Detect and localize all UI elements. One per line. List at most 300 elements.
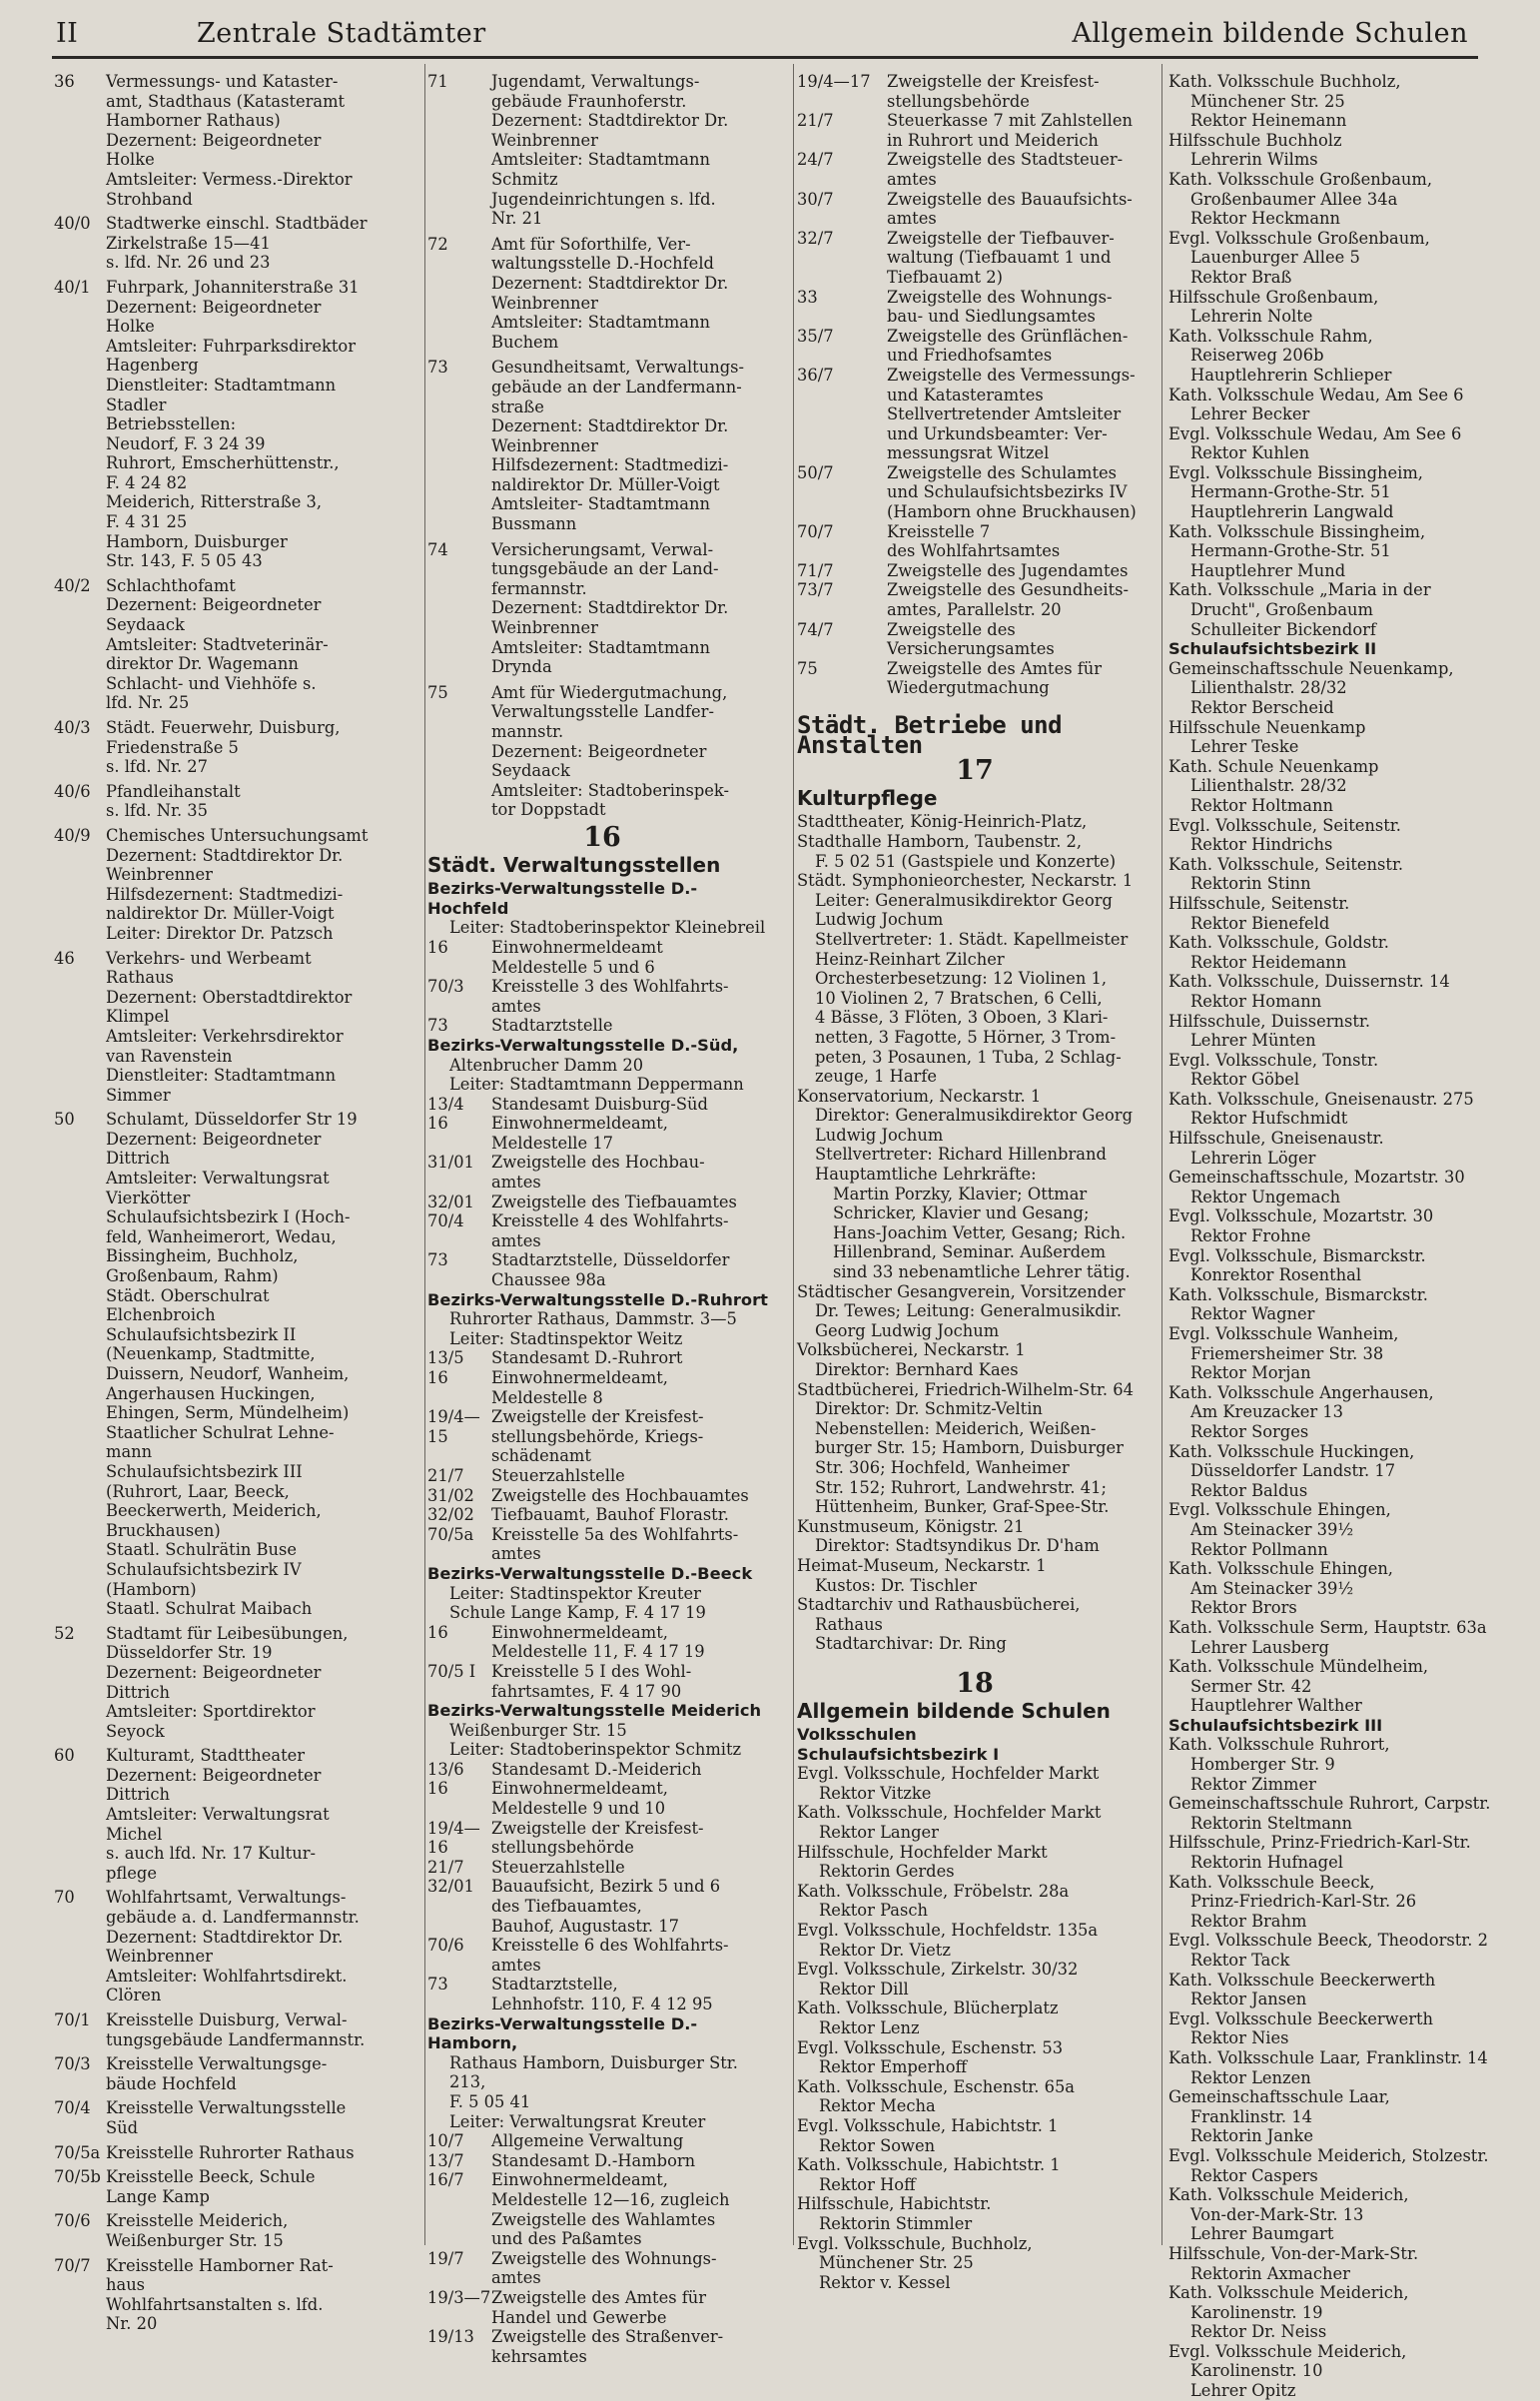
bezirk-info: Rathaus Hamborn, Duisburger Str. 213,	[449, 2052, 738, 2092]
entry-text	[491, 1095, 777, 1115]
entry-text	[491, 1505, 777, 1525]
text-line: Leiter: Direktor Dr. Patzsch	[106, 923, 334, 943]
school-line: Rektor Emperhoff	[819, 2057, 968, 2077]
school-line: Kath. Volksschule, Seitenstr.	[1168, 854, 1404, 874]
text-line: Dezernent: Beigeordneter	[106, 1662, 322, 1682]
text-line: Amtsleiter: Vermess.-Direktor	[106, 169, 353, 189]
school-line: Kath. Volksschule Angerhausen,	[1168, 1382, 1434, 1402]
text-line: Amtsleiter: Stadtamtmann	[491, 637, 710, 657]
text-line: Zweigstelle des Bauaufsichts-	[887, 189, 1133, 209]
entry-number: 16	[427, 1368, 448, 1387]
school-line: Rektor Morjan	[1190, 1363, 1311, 1383]
school-line: Schulleiter Bickendorf	[1190, 619, 1376, 639]
kultur-line: sind 33 nebenamtliche Lehrer tätig.	[833, 1262, 1131, 1282]
entry-text	[106, 2167, 413, 2206]
column-3	[797, 72, 1153, 2292]
kultur-line: Heinz-Reinhart Zilcher	[815, 949, 1005, 969]
school-line: Hilfsschule, Gneisenaustr.	[1168, 1129, 1384, 1149]
directory-entry	[54, 718, 413, 777]
text-line: Klimpel	[106, 1007, 170, 1027]
school-line: Rektor Holtmann	[1190, 795, 1333, 815]
text-line: van Ravenstein	[106, 1046, 233, 1066]
entry-text	[491, 1250, 777, 1289]
entry-number: 70/5a	[54, 2142, 101, 2162]
school-line: Kath. Volksschule Mündelheim,	[1168, 1657, 1429, 1677]
kultur-line: Konservatorium, Neckarstr. 1	[797, 1086, 1042, 1106]
kultur-line: netten, 3 Fagotte, 5 Hörner, 3 Trom-	[815, 1027, 1117, 1047]
school-line: Am Steinacker 39½	[1190, 1578, 1354, 1598]
text-line: Kreisstelle Verwaltungsstelle	[106, 2098, 347, 2118]
text-line: mannstr.	[491, 722, 564, 741]
text-line: Meldestelle 5 und 6	[491, 957, 655, 977]
entry-text	[491, 540, 777, 677]
school-line: Kath. Volksschule Großenbaum,	[1168, 169, 1433, 189]
text-line: Amt für Wiedergutmachung,	[491, 682, 728, 702]
school-line: Evgl. Volksschule Beeckerwerth	[1168, 2008, 1434, 2028]
school-line: Rektor v. Kessel	[819, 2272, 951, 2292]
text-line: Zweigstelle des Schulamtes	[887, 462, 1117, 482]
school-line: Lehrer Baumgart	[1190, 2224, 1334, 2244]
text-line: Schulamt, Düsseldorfer Str 19	[106, 1110, 358, 1130]
directory-entry	[797, 522, 1153, 561]
school-line: Rektor Sorges	[1190, 1421, 1309, 1441]
text-line: Dienstleiter: Stadtamtmann	[106, 1066, 337, 1086]
school-line: Rektor Hindrichs	[1190, 835, 1333, 855]
text-line: Meldestelle 12—16, zugleich	[491, 2189, 730, 2209]
school-line: Rektor Dill	[819, 1979, 909, 1999]
school-line: Rektorin Axmacher	[1190, 2263, 1350, 2283]
text-line: tungsgebäude Landfermannstr.	[106, 2029, 366, 2049]
entry-text	[887, 522, 1153, 561]
entry-number: 70/4	[54, 2098, 91, 2118]
kultur-line: burger Str. 15; Hamborn, Duisburger	[815, 1438, 1124, 1458]
entry-text	[491, 2327, 777, 2366]
entry-text	[106, 2098, 413, 2137]
kultur-line: Direktor: Generalmusikdirektor Georg	[815, 1106, 1134, 1126]
bezirk-heading: Bezirks-Verwaltungsstelle D.-Hamborn,	[427, 2013, 698, 2053]
school-line: Rektor Homann	[1190, 991, 1322, 1011]
text-line: Stadtamt für Leibesübungen,	[106, 1623, 349, 1643]
text-line: Zweigstelle der Kreisfest-	[491, 1818, 704, 1838]
entry-text	[887, 659, 1153, 698]
school-line: Karolinenstr. 10	[1190, 2361, 1323, 2381]
page-header	[52, 14, 1478, 59]
entry-number: 40/1	[54, 277, 91, 297]
text-line: und Schulaufsichtsbezirks IV	[887, 482, 1128, 502]
school-line: Lehrer Teske	[1190, 737, 1299, 757]
text-line: Wohlfahrtsamt, Verwaltungs-	[106, 1888, 347, 1908]
school-line: Konrektor Rosenthal	[1190, 1265, 1362, 1285]
entry-number: 70	[54, 1888, 75, 1908]
text-line: Dezernent: Beigeordneter	[106, 297, 322, 317]
school-line: Kath. Volksschule Meiderich,	[1168, 2283, 1409, 2303]
text-line: Zweigstelle des Wohnungs-	[887, 287, 1113, 307]
directory-entry	[427, 1250, 777, 1289]
text-line: amtes	[887, 169, 937, 189]
entry-text	[106, 826, 413, 944]
directory-entry	[54, 278, 413, 571]
school-line: Rektor Lenzen	[1190, 2067, 1311, 2087]
entry-number: 21/7	[797, 111, 834, 131]
directory-entry	[797, 327, 1153, 366]
entry-text	[106, 949, 413, 1106]
school-district-heading: Schulaufsichtsbezirk II	[1168, 639, 1377, 659]
text-line: amtes	[491, 2268, 541, 2288]
kultur-line: Nebenstellen: Meiderich, Weißen-	[815, 1418, 1097, 1438]
school-line: Evgl. Volksschule Wanheim,	[1168, 1324, 1399, 1343]
text-line: tungsgebäude an der Land-	[491, 559, 719, 579]
text-line: Tiefbauamt, Bauhof Florastr.	[491, 1505, 729, 1525]
directory-entry	[54, 72, 413, 209]
directory-entry	[427, 1505, 777, 1525]
directory-entry	[427, 235, 777, 353]
directory-entry	[427, 1936, 777, 1975]
school-line: Rektor Berscheid	[1190, 698, 1334, 717]
entry-number: 46	[54, 948, 75, 968]
school-line: Rektor Zimmer	[1190, 1774, 1316, 1794]
entry-number: 13/4	[427, 1094, 464, 1114]
directory-entry	[427, 683, 777, 820]
text-line: feld, Wanheimerort, Wedau,	[106, 1226, 337, 1246]
text-line: Dezernent: Beigeordneter	[106, 595, 322, 615]
school-line: Rektorin Steltmann	[1190, 1813, 1352, 1833]
school-line: Hilfsschule Neuenkamp	[1168, 717, 1366, 737]
directory-entry	[427, 977, 777, 1016]
kultur-line: peten, 3 Posaunen, 1 Tuba, 2 Schlag-	[815, 1047, 1122, 1067]
kultur-line: Str. 306; Hochfeld, Wanheimer	[815, 1457, 1070, 1477]
text-line: Dienstleiter: Stadtamtmann	[106, 375, 337, 395]
text-line: amt, Stadthaus (Katasteramt	[106, 91, 346, 111]
entry-text	[491, 1525, 777, 1564]
text-line: Schlachthofamt	[106, 575, 236, 595]
kultur-line: F. 5 02 51 (Gastspiele und Konzerte)	[815, 851, 1117, 871]
school-line: Kath. Volksschule, Blücherplatz	[797, 1999, 1059, 2018]
entry-text	[887, 366, 1153, 463]
directory-entry	[427, 1211, 777, 1250]
entry-text	[106, 2143, 413, 2163]
text-line: mann	[106, 1442, 153, 1462]
school-line: Rektor Tack	[1190, 1951, 1290, 1970]
text-line: Kreisstelle Hamborner Rat-	[106, 2255, 334, 2275]
school-line: Hilfsschule, Habichtstr.	[797, 2194, 992, 2214]
directory-entry	[54, 949, 413, 1106]
text-line: Nr. 21	[491, 209, 543, 229]
text-line: Standesamt D.-Ruhrort	[491, 1348, 683, 1368]
entry-number: 10/7	[427, 2131, 464, 2151]
text-line: Hagenberg	[106, 356, 199, 376]
text-line: Städt. Feuerwehr, Duisburg,	[106, 718, 341, 737]
text-line: Dezernent: Stadtdirektor Dr.	[106, 845, 344, 865]
entry-number: 36	[54, 72, 75, 91]
text-line: Bussmann	[491, 514, 577, 534]
school-line: Kath. Volksschule, Habichtstr. 1	[797, 2155, 1061, 2175]
entry-text	[491, 72, 777, 229]
school-line: Kath. Volksschule Bissingheim,	[1168, 521, 1426, 541]
text-line: Zweigstelle des Wohnungs-	[491, 2248, 717, 2268]
school-line: Rektor Sowen	[819, 2135, 936, 2155]
text-line: naldirektor Dr. Müller-Voigt	[491, 474, 720, 494]
text-line: Betriebsstellen:	[106, 414, 237, 434]
entry-number: 19/4—15	[427, 1407, 480, 1446]
bezirk-info: Weißenburger Str. 15	[449, 1720, 627, 1740]
school-district-heading: Schulaufsichtsbezirk I	[797, 1744, 1000, 1764]
school-line: Kath. Volksschule Meiderich,	[1168, 2185, 1409, 2205]
text-line: Kreisstelle 3 des Wohlfahrts-	[491, 977, 729, 997]
text-line: (Hamborn)	[106, 1579, 197, 1599]
school-line: Lilienthalstr. 28/32	[1190, 776, 1347, 796]
school-line: Kath. Volksschule Beeck,	[1168, 1872, 1375, 1892]
entry-text	[491, 358, 777, 533]
school-line: Lauenburger Allee 5	[1190, 248, 1360, 268]
text-line: Meldestelle 17	[491, 1133, 614, 1153]
text-line: Handel und Gewerbe	[491, 2307, 667, 2327]
column-divider	[1161, 64, 1162, 2245]
text-line: (Ruhrort, Laar, Beeck,	[106, 1481, 290, 1501]
text-line: Kreisstelle 5a des Wohlfahrts-	[491, 1524, 739, 1544]
kultur-line: zeuge, 1 Harfe	[815, 1067, 937, 1087]
entry-text	[106, 278, 413, 571]
school-line: Rektor Vitzke	[819, 1783, 932, 1803]
entry-number: 36/7	[797, 365, 834, 385]
school-line: Rektor Wagner	[1190, 1304, 1315, 1324]
entry-text	[887, 229, 1153, 288]
school-line: Rektor Caspers	[1190, 2165, 1318, 2185]
school-line: Rektor Frohne	[1190, 1226, 1311, 1246]
text-line: Bruckhausen)	[106, 1520, 221, 1540]
text-line: Steuerzahlstelle	[491, 1465, 625, 1485]
school-line: Hauptlehrer Walther	[1190, 1696, 1362, 1716]
text-line: Elchenbroich	[106, 1305, 216, 1325]
directory-entry	[54, 576, 413, 713]
directory-entry	[427, 1877, 777, 1936]
school-line: Evgl. Volksschule Wedau, Am See 6	[1168, 423, 1462, 443]
text-line: und Urkundsbeamter: Ver-	[887, 423, 1108, 443]
kultur-line: Heimat-Museum, Neckarstr. 1	[797, 1555, 1047, 1575]
entry-number: 32/02	[427, 1505, 474, 1525]
bezirk-info: Altenbrucher Damm 20	[449, 1055, 644, 1075]
section-16-number: 16	[583, 821, 621, 853]
text-line: Jugendamt, Verwaltungs-	[491, 72, 700, 91]
text-line: amtes	[491, 1544, 541, 1564]
school-line: Kath. Volksschule Rahm,	[1168, 326, 1373, 346]
school-line: Hilfsschule, Prinz-Friedrich-Karl-Str.	[1168, 1833, 1471, 1853]
text-line: Zweigstelle des Gesundheits-	[887, 580, 1129, 600]
text-line: Düsseldorfer Str. 19	[106, 1643, 273, 1663]
kultur-line: Direktor: Dr. Schmitz-Veltin	[815, 1399, 1043, 1419]
text-line: Einwohnermeldeamt,	[491, 1622, 668, 1642]
directory-entry	[427, 1486, 777, 1506]
directory-entry	[427, 1153, 777, 1192]
text-line: lfd. Nr. 25	[106, 693, 190, 713]
directory-entry	[427, 540, 777, 677]
entry-number: 72	[427, 234, 448, 254]
bezirk-info: F. 5 05 41	[449, 2091, 531, 2111]
school-line: Evgl. Volksschule Meiderich,	[1168, 2341, 1407, 2361]
kultur-line: Hans-Joachim Vetter, Gesang; Rich.	[833, 1222, 1127, 1242]
text-line: Schulaufsichtsbezirk II	[106, 1324, 297, 1344]
text-line: Zweigstelle des Vermessungs-	[887, 365, 1136, 385]
text-line: bau- und Siedlungsamtes	[887, 307, 1096, 327]
school-line: Rektor Dr. Vietz	[819, 1940, 951, 1960]
entry-text	[491, 1623, 777, 1662]
entry-number: 21/7	[427, 1465, 464, 1485]
entry-text	[491, 1858, 777, 1878]
school-line: Evgl. Volksschule, Tonstr.	[1168, 1050, 1379, 1070]
entry-number: 70/3	[54, 2054, 91, 2074]
text-line: Wohlfahrtsanstalten s. lfd.	[106, 2294, 324, 2314]
text-line: Meldestelle 9 und 10	[491, 1799, 666, 1819]
text-line: gebäude Fraunhoferstr.	[491, 91, 687, 111]
text-line: naldirektor Dr. Müller-Voigt	[106, 904, 335, 924]
entry-number: 13/6	[427, 1759, 464, 1779]
running-title-left: Zentrale Stadtämter	[197, 18, 486, 49]
entry-number: 19/7	[427, 2248, 464, 2268]
directory-entry	[54, 1746, 413, 1883]
text-line: Amtsleiter: Fuhrparksdirektor	[106, 336, 356, 356]
school-line: Rektor Heckmann	[1190, 209, 1340, 229]
entry-text	[106, 214, 413, 273]
directory-entry	[54, 2211, 413, 2250]
text-line: Einwohnermeldeamt	[491, 937, 663, 957]
text-line: s. auch lfd. Nr. 17 Kultur-	[106, 1844, 316, 1864]
text-line: Amtsleiter: Wohlfahrtsdirekt.	[106, 1966, 348, 1986]
entry-number: 16	[427, 1622, 448, 1642]
kultur-line: Städt. Symphonieorchester, Neckarstr. 1	[797, 871, 1134, 891]
school-line: Gemeinschaftsschule Neuenkamp,	[1168, 658, 1454, 678]
entry-text	[491, 235, 777, 353]
directory-entry	[427, 2327, 777, 2366]
kultur-line: Ludwig Jochum	[815, 1125, 944, 1145]
text-line: Bauhof, Augustastr. 17	[491, 1916, 679, 1936]
entry-text	[491, 1368, 777, 1407]
directory-entry	[797, 366, 1153, 463]
entry-number: 40/0	[54, 214, 91, 234]
directory-entry	[427, 2170, 777, 2248]
directory-entry	[54, 1110, 413, 1618]
school-line: Rektor Brors	[1190, 1598, 1297, 1618]
school-line: Kath. Volksschule Ehingen,	[1168, 1559, 1393, 1579]
text-line: Lange Kamp	[106, 2186, 210, 2206]
bezirk-heading: Bezirks-Verwaltungsstelle D.-Beeck	[427, 1563, 753, 1583]
column-1-entries	[54, 72, 413, 2334]
school-line: Rektor Ungemach	[1190, 1187, 1341, 1206]
school-line: Rektor Braß	[1190, 267, 1292, 287]
kultur-line: Städtischer Gesangverein, Vorsitzender	[797, 1281, 1126, 1301]
directory-entry	[797, 288, 1153, 327]
text-line: s. lfd. Nr. 26 und 23	[106, 253, 271, 273]
school-line: Kath. Schule Neuenkamp	[1168, 756, 1379, 776]
school-line: Von-der-Mark-Str. 13	[1190, 2204, 1364, 2224]
entry-number: 74	[427, 539, 448, 559]
school-line: Kath. Volksschule, Eschenstr. 65a	[797, 2076, 1076, 2096]
text-line: Zweigstelle der Kreisfest-	[887, 72, 1100, 91]
entry-text	[491, 1779, 777, 1818]
entry-number: 74/7	[797, 619, 834, 639]
directory-entry	[427, 1466, 777, 1486]
kultur-line: Stadtbücherei, Friedrich-Wilhelm-Str. 64	[797, 1379, 1134, 1399]
text-line: Meiderich, Ritterstraße 3,	[106, 492, 323, 512]
text-line: Allgemeine Verwaltung	[491, 2131, 684, 2151]
entry-text	[106, 2211, 413, 2250]
school-line: Rektor Baldus	[1190, 1480, 1308, 1500]
text-line: Zweigstelle des Hochbau-	[491, 1153, 705, 1173]
directory-entry	[797, 580, 1153, 619]
school-line: Rektor Hufschmidt	[1190, 1109, 1348, 1129]
kultur-line: Stadttheater, König-Heinrich-Platz,	[797, 812, 1088, 832]
text-line: haus	[106, 2275, 146, 2295]
text-line: Amtsleiter: Verkehrsdirektor	[106, 1026, 344, 1046]
school-line: Evgl. Volksschule, Eschenstr. 53	[797, 2037, 1064, 2057]
entry-text	[491, 1819, 777, 1858]
text-line: Schulaufsichtsbezirk IV	[106, 1559, 302, 1579]
school-line: Evgl. Volksschule Meiderich, Stolzestr.	[1168, 2145, 1489, 2165]
school-line: Hauptlehrer Mund	[1190, 560, 1346, 580]
directory-entry	[427, 1114, 777, 1153]
directory-entry	[427, 1368, 777, 1407]
text-line: in Ruhrort und Meiderich	[887, 130, 1099, 150]
entry-number: 32/01	[427, 1192, 474, 1211]
text-line: Meldestelle 8	[491, 1387, 603, 1407]
school-district-heading: Volksschulen	[797, 1725, 917, 1745]
entry-number: 70/5 I	[427, 1661, 476, 1681]
text-line: Fuhrpark, Johanniterstraße 31	[106, 277, 360, 297]
school-line: Kath. Volksschule Serm, Hauptstr. 63a	[1168, 1617, 1487, 1637]
text-line: Angerhausen Huckingen,	[106, 1383, 316, 1403]
school-district-heading: Schulaufsichtsbezirk III	[1168, 1715, 1383, 1735]
kultur-line: Hillenbrand, Seminar. Außerdem	[833, 1242, 1107, 1262]
text-line: Staatl. Schulrat Maibach	[106, 1599, 313, 1619]
directory-entry	[54, 2167, 413, 2206]
school-line: Evgl. Volksschule, Seitenstr.	[1168, 815, 1401, 835]
text-line: Hamborner Rathaus)	[106, 111, 281, 131]
text-line: Weinbrenner	[491, 435, 598, 455]
entry-number: 16/7	[427, 2170, 464, 2190]
school-line: Homberger Str. 9	[1190, 1755, 1335, 1775]
text-line: Zweigstelle des Grünflächen-	[887, 326, 1129, 346]
entry-text	[106, 2010, 413, 2049]
column-3-zweigstellen	[797, 72, 1153, 698]
text-line: Holke	[106, 317, 155, 337]
text-line: und Friedhofsamtes	[887, 346, 1053, 366]
text-line: Stellvertretender Amtsleiter	[887, 404, 1122, 424]
text-line: kehrsamtes	[491, 2346, 587, 2366]
entry-number: 73/7	[797, 580, 834, 600]
school-line: Rektor Pasch	[819, 1901, 928, 1921]
directory-entry	[427, 358, 777, 533]
text-line: stellungsbehörde	[491, 1838, 634, 1858]
text-line: Einwohnermeldeamt,	[491, 1779, 668, 1799]
directory-entry	[427, 1975, 777, 2013]
school-line: Evgl. Volksschule, Hochfelder Markt	[797, 1764, 1100, 1784]
school-line: Rektor Heidemann	[1190, 952, 1347, 972]
entry-number: 19/4—17	[797, 72, 871, 91]
entry-text	[491, 1211, 777, 1250]
school-line: Karolinenstr. 19	[1190, 2302, 1323, 2322]
text-line: fermannstr.	[491, 578, 587, 598]
entry-number: 70/1	[54, 2010, 91, 2029]
text-line: amtes, Parallelstr. 20	[887, 600, 1062, 620]
entry-number: 70/5b	[54, 2167, 101, 2187]
text-line: Amtsleiter- Stadtamtmann	[491, 494, 710, 514]
kultur-line: Leiter: Generalmusikdirektor Georg	[815, 890, 1113, 910]
directory-entry	[797, 463, 1153, 522]
entry-text	[491, 1936, 777, 1975]
kultur-line: Stadthalle Hamborn, Taubenstr. 2,	[797, 831, 1083, 851]
entry-text	[491, 938, 777, 977]
entry-text	[887, 327, 1153, 366]
text-line: Gesundheitsamt, Verwaltungs-	[491, 358, 744, 378]
entry-text	[491, 1760, 777, 1780]
